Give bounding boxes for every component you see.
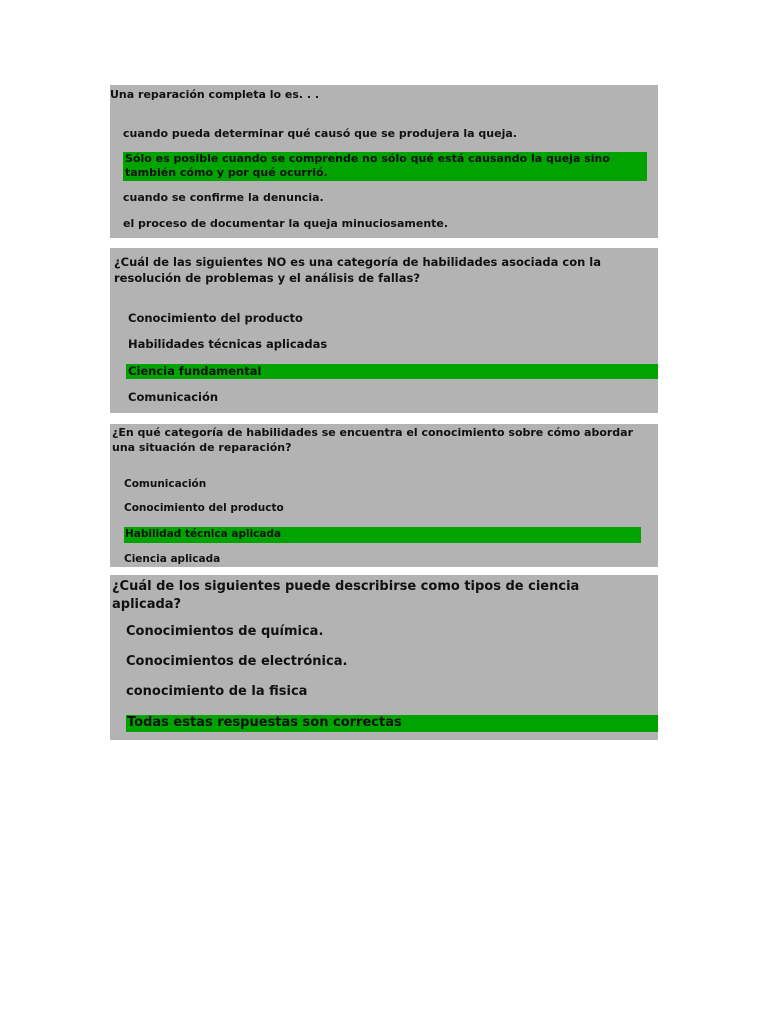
question-1-option-1[interactable]: cuando pueda determinar qué causó que se produjera la queja.: [123, 127, 517, 140]
question-card-4: [110, 575, 658, 740]
question-card-1: [110, 85, 658, 238]
question-4-option-3[interactable]: conocimiento de la fisica: [126, 684, 308, 699]
question-3-option-3-correct[interactable]: Habilidad técnica aplicada: [124, 527, 641, 543]
question-card-2: [110, 248, 658, 413]
question-3-text: ¿En qué categoría de habilidades se encuentra el conocimiento sobre cómo abordar una situación de reparación?: [112, 426, 634, 454]
question-3-option-2[interactable]: Conocimiento del producto: [124, 502, 284, 514]
question-4-option-2[interactable]: Conocimientos de electrónica.: [126, 654, 348, 669]
question-2-option-4[interactable]: Comunicación: [128, 390, 219, 404]
question-3-option-1[interactable]: Comunicación: [124, 478, 207, 490]
question-2-option-1[interactable]: Conocimiento del producto: [128, 311, 303, 325]
question-1-option-2-correct[interactable]: Sólo es posible cuando se comprende no sólo qué está causando la queja sino también cómo y por qué ocurrió.: [123, 152, 647, 181]
question-4-option-1[interactable]: Conocimientos de química.: [126, 624, 324, 639]
question-4-text: ¿Cuál de los siguientes puede describirse como tipos de ciencia aplicada?: [112, 579, 580, 612]
question-4-option-4-correct[interactable]: Todas estas respuestas son correctas: [126, 715, 658, 732]
question-2-option-2[interactable]: Habilidades técnicas aplicadas: [128, 337, 328, 351]
question-1-text: Una reparación completa lo es. . .: [110, 88, 320, 101]
question-card-3: [110, 424, 658, 567]
question-2-option-3-correct[interactable]: Ciencia fundamental: [126, 364, 658, 379]
question-1-option-3[interactable]: cuando se confirme la denuncia.: [123, 191, 324, 204]
question-3-option-4[interactable]: Ciencia aplicada: [124, 553, 221, 565]
question-2-text: ¿Cuál de las siguientes NO es una categoría de habilidades asociada con la resolución de problemas y el análisis de fallas?: [114, 255, 601, 285]
question-1-option-4[interactable]: el proceso de documentar la queja minuciosamente.: [123, 217, 449, 230]
